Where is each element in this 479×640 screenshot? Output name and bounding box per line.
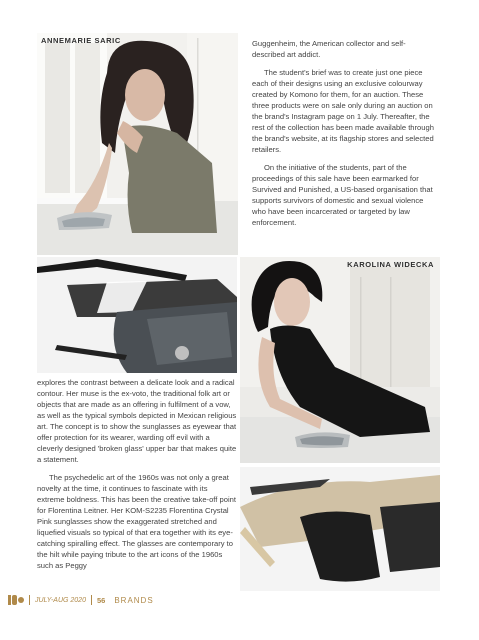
photo-annemarie-saric (37, 33, 238, 255)
photo-caption-annemarie: ANNEMARIE SARIC (41, 36, 121, 45)
right-column-text (252, 38, 438, 235)
section-name: BRANDS (114, 595, 154, 605)
footer-divider (29, 595, 30, 605)
paragraph: The psychedelic art of the 1960s was not only a great novelty at the time, it continues to fascinate with its extreme boldness. This has been the creative take-off point for Florentina Leitner. Her KOM-S2235 Florentina Crystal Pink sunglasses show the exaggerated stretched and liquefied visuals so typical of that era together with its eye-catching spiralling effect. The glasses are contemporary to the hilt while paying tribute to the art icons of the 1960s such as Peggy (37, 473, 236, 570)
magazine-logo-icon (8, 594, 24, 606)
portrait-photo-1 (37, 33, 238, 255)
portrait-photo-2 (240, 257, 440, 463)
issue-date: JULY-AUG 2020 (35, 596, 86, 604)
photo-caption-karolina: KAROLINA WIDECKA (347, 260, 434, 269)
paragraph: On the initiative of the students, part of the proceedings of this sale have been earmarked for Survived and Punished, a US-based organisation that supports survivors of domestic and sexual violence who have been incarcerated or targeted by law enforcement. (252, 163, 433, 227)
photo-karolina-widecka (240, 257, 440, 463)
footer-divider (91, 595, 92, 605)
paragraph: The student's brief was to create just one piece each of their designs using an exclusive colourway created by Komono for them, for an auction. These three products were on sale only during an auction on the brand's Instagram page on 1 July. Thereafter, the rest of the collection has been made available through the brand's website, at its flagship stores and selected retailers. (252, 68, 434, 154)
page-number: 56 (96, 595, 106, 605)
left-column-text (37, 377, 237, 578)
sunglasses-product-photo (37, 257, 237, 373)
photo-sunglasses-broken-glass (37, 257, 237, 373)
photo-sunglasses-champagne (240, 467, 440, 591)
paragraph: explores the contrast between a delicate look and a radical contour. Her muse is the ex-voto, the traditional folk art or objects that are made as an offering in fulfilment of a vow, as well as the typical symbols depicted in Mexican religious art. The concept is to show the sunglasses as eyewear that offer protection for its wearer, warding off evil with a cleverly designed 'broken glass' upper bar that makes quite a statement. (37, 378, 237, 464)
paragraph: Guggenheim, the American collector and self-described art addict. (252, 39, 406, 59)
page-footer (8, 593, 154, 607)
sunglasses-product-photo-2 (240, 467, 440, 591)
